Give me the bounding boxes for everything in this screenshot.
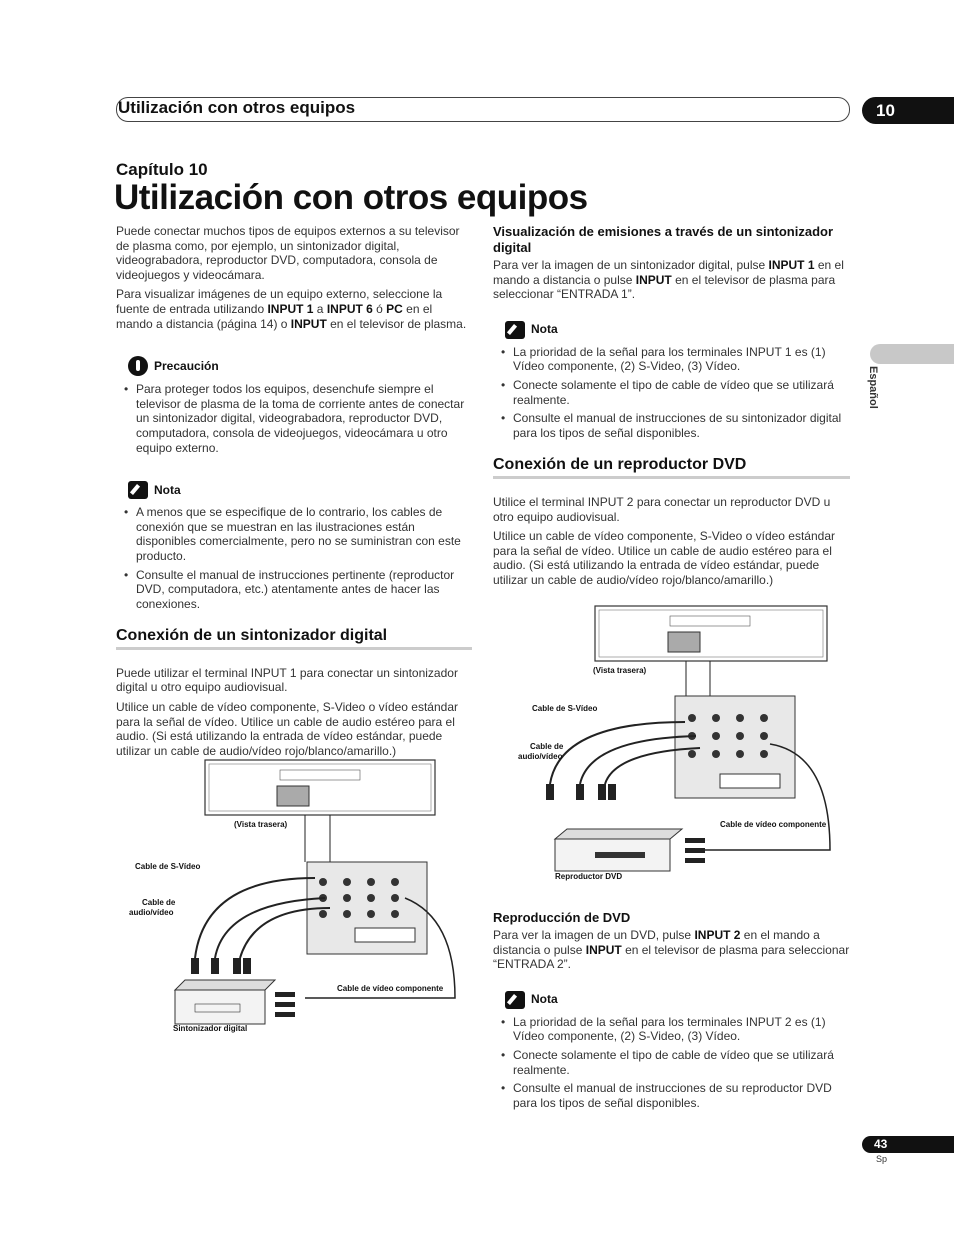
av-cable-label-1: Cable de xyxy=(530,742,564,751)
list-item: • A menos que se especifique de lo contrario, los cables de conexión que se muestran en las ilustraciones están disponibles comercialmente, pero no se suministran con este producto. xyxy=(136,505,472,563)
note-list xyxy=(493,1015,850,1111)
section-title-digital-tuner: Conexión de un sintonizador digital xyxy=(116,629,472,650)
list-item: • Conecte solamente el tipo de cable de vídeo que se utilizará realmente. xyxy=(513,378,850,407)
caution-list xyxy=(116,382,472,455)
sec2-paragraph-1: Utilice el terminal INPUT 2 para conectar un reproductor DVD u otro equipo audiovisual. xyxy=(493,494,831,524)
sub2-paragraph: Para ver la imagen de un DVD, pulse INPUT 2 en el mando a distancia o pulse INPUT en el televisor de plasma para seleccionar “ENTRADA 2”. xyxy=(493,928,850,972)
note-heading: Nota xyxy=(505,321,850,339)
subsection-title-dvd-playback: Reproducción de DVD xyxy=(493,910,631,925)
component-cable-label: Cable de vídeo componente xyxy=(720,820,827,829)
page-number: 43 xyxy=(862,1136,954,1153)
intro-paragraph-1: Puede conectar muchos tipos de equipos externos a su televisor de plasma como, por ejemplo, un sintonizador digital, videograbadora, reproductor DVD, computadora, consola de videojuegos y videocámara. xyxy=(116,224,460,282)
chapter-number-tab: 10 xyxy=(862,97,954,124)
device-label: Sintonizador digital xyxy=(173,1024,248,1033)
sec1-paragraph-2: Utilice un cable de vídeo componente, S-Video o vídeo estándar para la señal de vídeo. Utilice un cable de audio estéreo para el audio. (Si está utilizando la entrada de vídeo estándar, puede utilizar un cable de audio/vídeo rojo/blanco/amarillo.) xyxy=(116,700,458,758)
pencil-note-icon xyxy=(505,321,525,339)
intro-paragraph-2: Para visualizar imágenes de un equipo externo, seleccione la fuente de entrada utilizando INPUT 1 a INPUT 6 ó PC en el mando a distancia (página 14) o INPUT en el televisor de plasma. xyxy=(116,287,467,331)
rear-view-label: (Vista trasera) xyxy=(234,820,288,829)
pencil-note-icon xyxy=(505,991,525,1009)
list-item: • Consulte el manual de instrucciones de su sintonizador digital para los tipos de señal disponibles. xyxy=(513,411,850,440)
language-tab xyxy=(870,344,954,364)
caution-hand-icon xyxy=(128,356,148,376)
component-cable-label: Cable de vídeo componente xyxy=(337,984,444,993)
note-list xyxy=(116,505,472,611)
list-item: • Para proteger todos los equipos, desenchufe siempre el televisor de plasma de la toma de corriente antes de conectar un sintonizador digital, videograbadora, reproductor DVD, computadora, consola de videojuegos, videocámara u otro equipo externo. xyxy=(136,382,472,455)
note-list xyxy=(493,345,850,441)
av-cable-label-1: Cable de xyxy=(142,898,176,907)
list-item: • Consulte el manual de instrucciones de su reproductor DVD para los tipos de señal disponibles. xyxy=(513,1081,850,1110)
dvd-connection-diagram xyxy=(520,604,860,894)
chapter-label: Capítulo 10 xyxy=(116,160,208,179)
header-title: Utilización con otros equipos xyxy=(118,98,356,117)
sec2-paragraph-2: Utilice un cable de vídeo componente, S-Video o vídeo estándar para la señal de vídeo. Utilice un cable de audio estéreo para el audio. (Si está utilizando la entrada de vídeo estándar, puede utilizar un cable de audio/vídeo rojo/blanco/amarillo.) xyxy=(493,529,835,587)
rear-view-label: (Vista trasera) xyxy=(593,666,647,675)
subsection-title-digital-view: Visualización de emisiones a través de un sintonizador digital xyxy=(493,224,834,255)
list-item: • La prioridad de la señal para los terminales INPUT 2 es (1) Vídeo componente, (2) S-Video, (3) Vídeo. xyxy=(513,1015,850,1044)
list-item: • Conecte solamente el tipo de cable de vídeo que se utilizará realmente. xyxy=(513,1048,850,1077)
section-title-dvd: Conexión de un reproductor DVD xyxy=(493,458,850,479)
language-label: Español xyxy=(867,366,879,409)
page-lang-code: Sp xyxy=(876,1154,888,1164)
sec1-paragraph-1: Puede utilizar el terminal INPUT 1 para conectar un sintonizador digital u otro equipo audiovisual. xyxy=(116,665,458,695)
list-item: • Consulte el manual de instrucciones pertinente (reproductor DVD, computadora, etc.) atentamente antes de hacer las conexiones. xyxy=(136,568,472,612)
connection-illustration xyxy=(520,604,860,894)
pencil-note-icon xyxy=(128,481,148,499)
note-heading: Nota xyxy=(505,991,850,1009)
av-cable-label-2: audio/vídeo xyxy=(518,752,563,761)
svideo-cable-label: Cable de S-Vídeo xyxy=(135,862,201,871)
list-item: • La prioridad de la señal para los terminales INPUT 1 es (1) Vídeo componente, (2) S-Video, (3) Vídeo. xyxy=(513,345,850,374)
right-column-lower xyxy=(493,910,850,1114)
right-column xyxy=(493,224,850,593)
device-label: Reproductor DVD xyxy=(555,872,623,881)
left-column xyxy=(116,224,472,763)
page-title: Utilización con otros equipos xyxy=(114,178,588,217)
connection-illustration xyxy=(125,758,465,1038)
svideo-cable-label: Cable de S-Vídeo xyxy=(532,704,598,713)
digital-tuner-connection-diagram xyxy=(125,758,465,1038)
caution-heading: Precaución xyxy=(128,356,472,376)
av-cable-label-2: audio/vídeo xyxy=(129,908,174,917)
note-heading: Nota xyxy=(128,481,472,499)
sub1-paragraph: Para ver la imagen de un sintonizador digital, pulse INPUT 1 en el mando a distancia o pulse INPUT en el televisor de plasma para seleccionar “ENTRADA 1”. xyxy=(493,258,844,302)
